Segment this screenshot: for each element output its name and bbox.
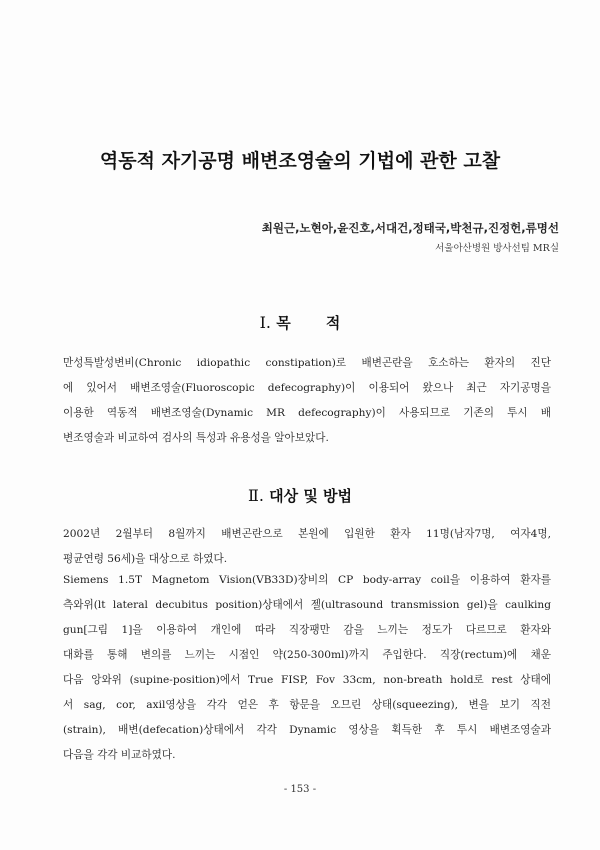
section-title: 목 적 (276, 314, 341, 332)
paragraph-subjects (63, 522, 551, 572)
paper-title: 역동적 자기공명 배변조영술의 기법에 관한 고찰 (99, 150, 501, 172)
page-number: - 153 - (283, 784, 317, 795)
text-line: 이용한 역동적 배변조영술(Dynamic MR defecography)이 사용되므로 기존의 투시 배 (63, 407, 551, 419)
text-line: 평균연령 56세)을 대상으로 하였다. (63, 553, 228, 565)
section-title: 대상 및 방법 (269, 487, 353, 505)
affiliation: 서울아산병원 방사선팀 MR실 (435, 243, 559, 254)
author-list: 최원근,노현아,윤진호,서대건,정태국,박천규,진정헌,류명선 (261, 221, 559, 235)
text-line: 다음을 각각 비교하였다. (63, 749, 176, 761)
paragraph-purpose (63, 351, 551, 451)
section-numeral: Ⅱ. (247, 486, 264, 505)
text-line: gun[그림 1]을 이용하여 개인에 따라 직장팽만 감을 느끼는 정도가 다르므로 환자와 (63, 624, 551, 636)
text-line: 2002년 2월부터 8월까지 배변곤란으로 본원에 입원한 환자 11명(남자7명, 여자4명, (63, 528, 551, 540)
text-line: 에 있어서 배변조영술(Fluoroscopic defecography)이 이용되어 왔으나 최근 자기공명을 (63, 382, 551, 394)
text-line: Siemens 1.5T Magnetom Vision(VB33D)장비의 CP body-array coil을 이용하여 환자를 (63, 574, 551, 586)
section-heading-methods (0, 485, 600, 506)
paragraph-method (63, 568, 551, 768)
text-line: 대화를 통해 변의를 느끼는 시점인 약(250-300ml)까지 주입한다. 직장(rectum)에 채운 (63, 649, 551, 661)
text-line: 변조영술과 비교하여 검사의 특성과 유용성을 알아보았다. (63, 432, 329, 444)
text-line: 서 sag, cor, axil영상을 각각 얻은 후 항문을 오므린 상태(squeezing), 변을 보기 직전 (63, 699, 551, 711)
section-heading-purpose (0, 312, 600, 333)
section-numeral: Ⅰ. (259, 313, 271, 332)
text-line: 다음 앙와위 (supine-position)에서 True FISP, Fov 33cm, non-breath hold로 rest 상태에 (63, 674, 551, 686)
text-line: (strain), 배변(defecation)상태에서 각각 Dynamic 영상을 획득한 후 투시 배변조영술과 (63, 724, 551, 736)
text-line: 만성특발성변비(Chronic idiopathic constipation)로 배변곤란을 호소하는 환자의 진단 (63, 357, 551, 369)
text-line: 측와위(lt lateral decubitus position)상태에서 젤(ultrasound transmission gel)을 caulking (63, 599, 551, 611)
